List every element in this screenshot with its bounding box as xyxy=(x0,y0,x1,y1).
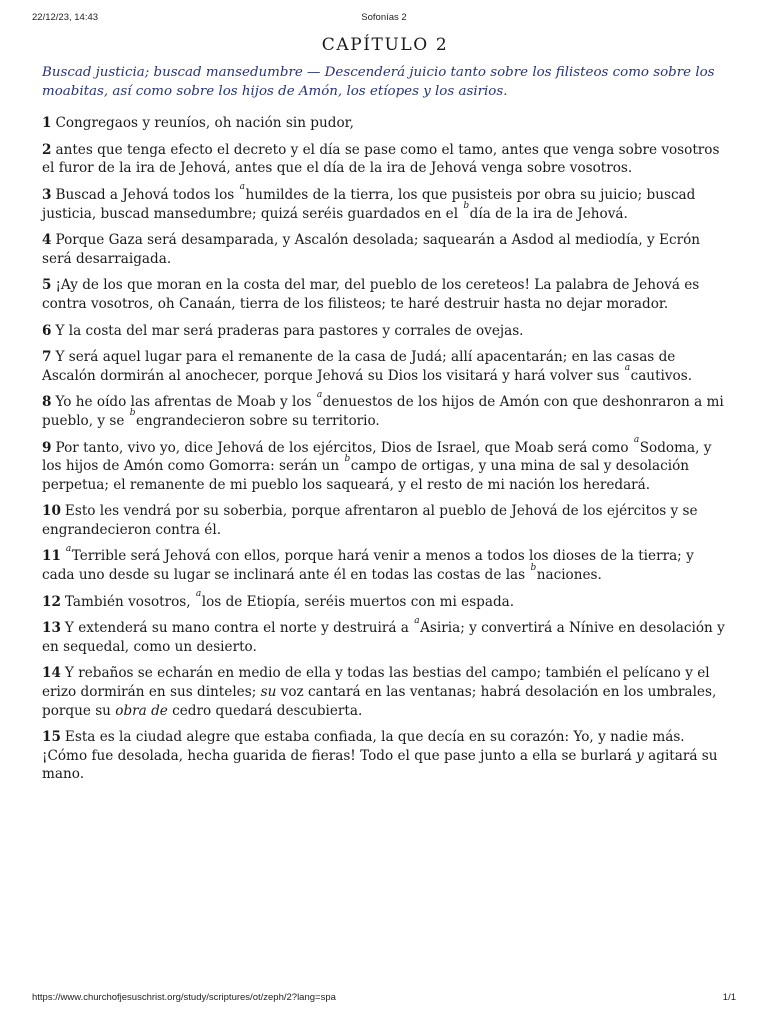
verse-number: 10 xyxy=(42,503,61,520)
verse-text: humildes de la tierra, los que pusisteis por obra su juicio; buscad justicia, buscad mansedumbre; quizá seréis guardados en el xyxy=(42,186,696,222)
verse xyxy=(42,502,728,539)
verse xyxy=(42,322,728,341)
verse xyxy=(42,231,728,268)
verse-number: 5 xyxy=(42,277,52,294)
print-document-title: Sofonías 2 xyxy=(361,12,407,23)
verse-number: 9 xyxy=(42,439,52,456)
footnote-marker-link[interactable]: a xyxy=(195,589,202,600)
verse-number: 11 xyxy=(42,548,61,565)
verse-number: 14 xyxy=(42,665,61,682)
verse-text: ¡Ay de los que moran en la costa del mar, del pueblo de los cereteos! La palabra de Jehová es contra vosotros, oh Canaán, tierra de los filisteos; te haré destruir hasta no dejar morador. xyxy=(42,277,700,312)
print-header xyxy=(32,12,736,26)
verse-number: 1 xyxy=(42,115,52,132)
verse xyxy=(42,182,728,223)
verse xyxy=(42,114,728,133)
verse xyxy=(42,141,728,178)
verse-text: Y la costa del mar será praderas para pastores y corrales de ovejas. xyxy=(55,322,524,339)
verse xyxy=(42,615,728,656)
footnote-marker-link[interactable]: b xyxy=(530,562,537,573)
print-date: 22/12/23, 14:43 xyxy=(32,12,99,23)
page-number: 1/1 xyxy=(722,992,736,1003)
verse-number: 13 xyxy=(42,620,61,637)
footnote-marker-link[interactable]: a xyxy=(316,389,323,400)
verse-text: Y extenderá su mano contra el norte y destruirá a xyxy=(64,620,414,637)
verse xyxy=(42,589,728,612)
footnote-marker-link[interactable]: b xyxy=(463,201,470,212)
footnote-marker-link[interactable]: a xyxy=(414,615,420,626)
footnote-marker-link[interactable]: b xyxy=(129,408,136,419)
verse-text: Asiria; y convertirá a Nínive en desolación y en sequedal, como un desierto. xyxy=(42,620,725,655)
verse-text: Congregaos y reuníos, oh nación sin pudor, xyxy=(55,115,354,132)
verse-text: los de Etiopía, seréis muertos con mi espada. xyxy=(201,593,515,610)
verse-text: cedro quedará descubierta. xyxy=(167,702,363,719)
chapter-content xyxy=(42,34,728,792)
verse-text: naciones. xyxy=(536,567,602,584)
verse-text: voz cantará en las ventanas; habrá desolación en los umbrales, porque su xyxy=(42,684,717,719)
footnote-marker-link[interactable]: a xyxy=(633,434,640,445)
verse-text-italic: y xyxy=(636,747,644,764)
verse-text: Y rebaños se echarán en medio de ella y todas las bestias del campo; también el pelícano y el erizo dormirán en sus dinteles; xyxy=(42,665,710,701)
verse-text: Yo he oído las afrentas de Moab y los xyxy=(55,394,316,411)
verse-text: Esto les vendrá por su soberbia, porque afrentaron al pueblo de Jehová de los ejércitos y se engrandecieron contra él. xyxy=(42,503,698,538)
footnote-marker-link[interactable]: a xyxy=(624,363,631,374)
verse-text: Esta es la ciudad alegre que estaba confiada, la que decía en su corazón: Yo, y nadie más. ¡Cómo fue desolada, hecha guarida de fieras! Todo el que pase junto a ella se burlará xyxy=(42,729,685,764)
verse-number: 6 xyxy=(42,322,52,339)
verse-text: Porque Gaza será desamparada, y Ascalón desolada; saquearán a Asdod al mediodía, y Ecrón será desarraigada. xyxy=(42,232,701,267)
footnote-marker-link[interactable]: a xyxy=(65,543,72,554)
print-footer xyxy=(32,992,736,1006)
verse-number: 15 xyxy=(42,729,61,746)
verse-text-italic: obra de xyxy=(115,702,168,719)
verse xyxy=(42,348,728,385)
footnote-marker-link[interactable]: b xyxy=(344,453,351,464)
verse-number: 12 xyxy=(42,593,61,610)
verse xyxy=(42,664,728,720)
verse xyxy=(42,389,728,430)
verse-text: Sodoma, y los hijos de Amón como Gomorra: serán un xyxy=(42,439,712,475)
verse-text: campo de ortigas, y una mina de sal y desolación perpetua; el remanente de mi pueblo los saqueará, y el resto de mi nación los heredará. xyxy=(42,458,690,493)
verse xyxy=(42,543,728,584)
verse-text: Por tanto, vivo yo, dice Jehová de los ejércitos, Dios de Israel, que Moab será como xyxy=(55,439,633,456)
chapter-title: CAPÍTULO 2 xyxy=(321,35,449,55)
verse-text: agitará su mano. xyxy=(42,747,718,783)
verse-text: día de la ira de Jehová. xyxy=(469,205,628,222)
verse-number: 8 xyxy=(42,394,52,411)
verse-text: Terrible será Jehová con ellos, porque hará venir a menos a todos los dioses de la tierra; y cada uno desde su lugar se inclinará ante él en todas las costas de las xyxy=(42,548,694,584)
verse-text-italic: su xyxy=(260,684,277,701)
verse-number: 3 xyxy=(42,186,52,203)
verse xyxy=(42,276,728,313)
chapter-summary: Buscad justicia; buscad mansedumbre — Descenderá juicio tanto sobre los filisteos como sobre los moabitas, así como sobre los hijos de Amón, los etíopes y los asirios. xyxy=(42,65,715,99)
verse-text: engrandecieron sobre su territorio. xyxy=(136,412,380,429)
verse-number: 7 xyxy=(42,349,52,366)
verse-number: 4 xyxy=(42,232,52,249)
verse-list xyxy=(42,114,728,784)
verse-number: 2 xyxy=(42,141,52,158)
verse-text: denuestos de los hijos de Amón con que deshonraron a mi pueblo, y se xyxy=(42,394,724,429)
verse xyxy=(42,434,728,495)
verse-text: Buscad a Jehová todos los xyxy=(55,186,239,203)
verse-text: También vosotros, xyxy=(64,593,195,610)
verse-text: cautivos. xyxy=(630,367,693,384)
verse-text: Y será aquel lugar para el remanente de la casa de Judá; allí apacentarán; en las casas de Ascalón dormirán al anochecer, porque Jehová su Dios los visitará y hará volver sus xyxy=(42,349,676,384)
footnote-marker-link[interactable]: a xyxy=(239,182,245,193)
verse xyxy=(42,728,728,784)
print-url: https://www.churchofjesuschrist.org/study/scriptures/ot/zeph/2?lang=spa xyxy=(32,992,336,1003)
verse-text: antes que tenga efecto el decreto y el día se pase como el tamo, antes que venga sobre vosotros el furor de la ira de Jehová, antes que el día de la ira de Jehová venga sobre vosotros. xyxy=(42,141,720,177)
